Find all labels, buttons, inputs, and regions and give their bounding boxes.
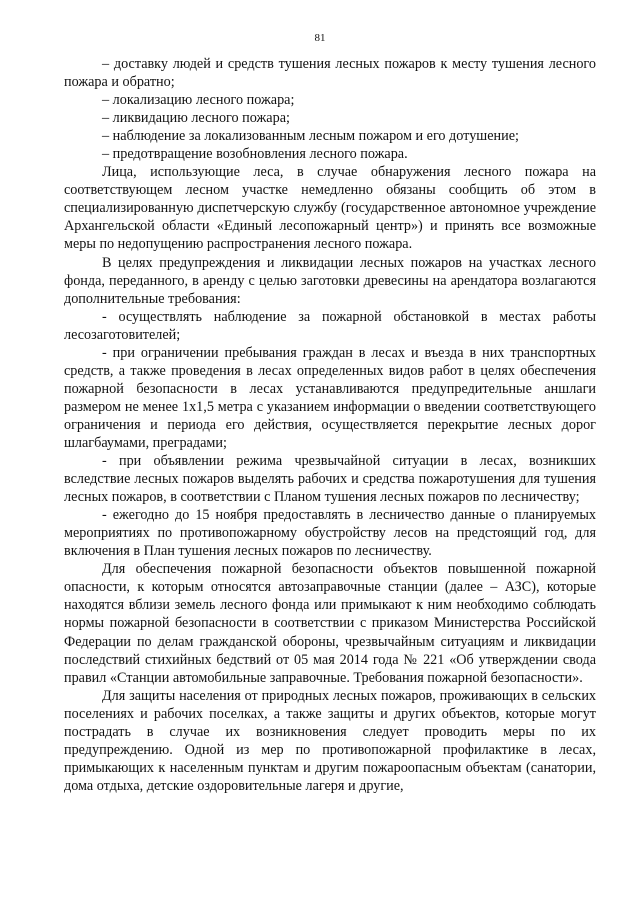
list-item-delivery: – доставку людей и средств тушения лесных пожаров к месту тушения лесного пожара и обратно;: [64, 56, 596, 91]
paragraph-gas-stations: Для обеспечения пожарной безопасности объектов повышенной пожарной опасности, к которым относятся автозаправочные станции (далее – АЗС), которые находятся вблизи земель лесного фонда или примыкают к ним необходимо соблюдать нормы пожарной безопасности в соответствии с приказом Министерства Российской Федерации по делам гражданской обороны, чрезвычайным ситуациям и ликвидации последствий стихийных бедствий от 05 мая 2014 года № 221 «Об утверждении свода правил «Станции автомобильные заправочные. Требования пожарной безопасности».: [64, 561, 596, 686]
list-item-observation: – наблюдение за локализованным лесным пожаром и его дотушение;: [102, 128, 519, 145]
paragraph-population-protection: Для защиты населения от природных лесных пожаров, проживающих в сельских поселениях и рабочих поселках, а также защиты и других объектов, которые могут пострадать в случае их возникновения следует проводить меры по их предупреждению. Одной из мер по противопожарной профилактике в лесах, примыкающих к населенным пунктам и другим пожароопасным объектам (санатории, дома отдыха, детские оздоровительные лагеря и другие,: [64, 687, 596, 794]
page-number: 81: [314, 32, 326, 44]
list-item-prevention: – предотвращение возобновления лесного пожара.: [102, 146, 408, 163]
requirement-annual-report: - ежегодно до 15 ноября предоставлять в лесничество данные о планируемых мероприятиях по противопожарному обустройству лесов на предстоящий год, для включения в План тушения лесных пожаров по лесничеству.: [64, 507, 596, 560]
list-item-localization: – локализацию лесного пожара;: [102, 92, 295, 109]
requirement-monitoring: - осуществлять наблюдение за пожарной обстановкой в местах работы лесозаготовителей;: [64, 308, 596, 343]
paragraph-forest-users: Лица, использующие леса, в случае обнаружения лесного пожара на соответствующем лесном участке немедленно обязаны сообщить об этом в специализированную диспетчерскую службу (государственное автономное учреждение Архангельской области «Единый лесопожарный центр») и принять все возможные меры по недопущению распространения лесного пожара.: [64, 164, 596, 253]
list-item-liquidation: – ликвидацию лесного пожара;: [102, 110, 290, 127]
paragraph-lessee-requirements: В целях предупреждения и ликвидации лесных пожаров на участках лесного фонда, переданного, в аренду с целью заготовки древесины на арендатора возлагаются дополнительные требования:: [64, 254, 596, 307]
requirement-restrictions: - при ограничении пребывания граждан в лесах и въезда в них транспортных средств, а также проведения в лесах определенных видов работ в целях обеспечения пожарной безопасности в лесах устанавливаются предупредительные аншлаги размером не менее 1х1,5 метра с указанием информации о введении соответствующего ограничения и периода его действия, осуществляется перекрытие лесных дорог шлагбаумами, преградами;: [64, 344, 596, 451]
body-text: [64, 55, 596, 795]
requirement-emergency: - при объявлении режима чрезвычайной ситуации в лесах, возникших вследствие лесных пожаров выделять рабочих и средства пожаротушения для тушения лесных пожаров, в соответствии с Планом тушения лесных пожаров по лесничеству;: [64, 453, 596, 506]
